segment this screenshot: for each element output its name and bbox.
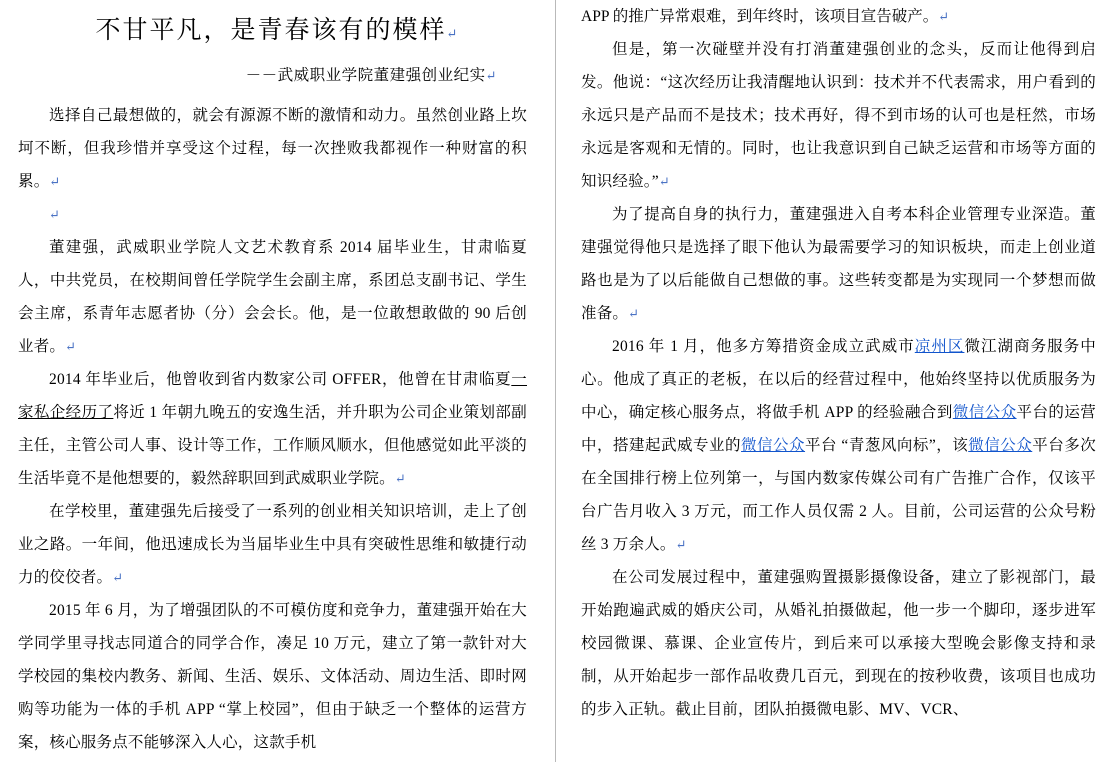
hyperlink[interactable]: 微信公众: [741, 437, 806, 454]
blank-paragraph: [18, 198, 527, 231]
hyperlink[interactable]: 微信公众: [968, 437, 1033, 454]
paragraph-mark-icon: ↵: [938, 9, 950, 24]
paragraph-continuation: APP 的推广异常艰难，到年终时，该项目宣告破产。↵: [581, 8, 950, 25]
document-subtitle: －－武威职业学院董建强创业纪实↵: [245, 66, 497, 84]
hyperlink[interactable]: 凉州区: [914, 338, 965, 355]
paragraph: 2015 年 6 月，为了增强团队的不可模仿度和竞争力，董建强开始在大学同学里寻找志同道合的同学合作，凑足 10 万元，建立了第一款针对大学校园的集校内教务、新闻、生活、娱乐、文体活动、周边生活、即时网购等功能为一体的手机 APP “掌上校园”，但由于缺乏一个整体的运营方案，核心服务点不能够深入人心，这款手机: [18, 601, 527, 751]
page-title: 不甘平凡，是青春该有的模样↵: [95, 15, 460, 44]
paragraph-mark-icon: ↵: [112, 569, 124, 585]
paragraph: 在公司发展过程中，董建强购置摄影摄像设备，建立了影视部门，最开始跑遍武威的婚庆公司，从婚礼拍摄做起，他一步一个脚印，逐步进军校园微课、慕课、企业宣传片，到后来可以承接大型晚会影像支持和录制，从开始起步一部作品收费几百元，到现在的按秒收费，该项目也成功的步入正轨。截止目前，团队拍摄微电影、MV、VCR、: [581, 569, 1096, 718]
paragraph: 选择自己最想做的，就会有源源不断的激情和动力。虽然创业路上坎坷不断，但我珍惜并享受这个过程，每一次挫败我都视作一种财富的积累。↵: [18, 106, 527, 190]
paragraph-mark-icon: ↵: [394, 470, 406, 486]
paragraph: 在学校里，董建强先后接受了一系列的创业相关知识培训，走上了创业之路。一年间，他迅速成长为当届毕业生中具有突破性思维和敏捷行动力的佼佼者。↵: [18, 502, 527, 586]
hyperlink[interactable]: 微信公众: [952, 404, 1017, 421]
paragraph: 董建强，武威职业学院人文艺术教育系 2014 届毕业生，甘肃临夏人，中共党员，在校期间曾任学院学生会副主席，系团总支副书记、学生会主席，系青年志愿者协（分）会会长。他，是一位敢想敢做的 90 后创业者。↵: [18, 238, 527, 355]
underlined-text: 一家私企经历了: [18, 370, 527, 421]
paragraph: 2014 年毕业后，他曾收到省内数家公司 OFFER，他曾在甘肃临夏一家私企经历了将近 1 年朝九晚五的安逸生活，并升职为公司企业策划部副主任，主管公司人事、设计等工作，工作顺风顺水，但他感觉如此平淡的生活毕竟不是他想要的，毅然辞职回到武威职业学院。↵: [18, 370, 528, 487]
paragraph: 2016 年 1 月，他多方筹措资金成立武威市凉州区微江湖商务服务中心。他成了真正的老板，在以后的经营过程中，他始终坚持以优质服务为中心，确定核心服务点，将做手机 APP 的经验融合到微信公众平台的运营中，搭建起武威专业的微信公众平台 “青葱风向标”，该微信公众平台多次在全国排行榜上位列第一，与国内数家传媒公司有广告推广合作，仅该平台广告月收入 3 万元，而工作人员仅需 2 人。目前，公司运营的公众号粉丝 3 万余人。↵: [581, 338, 1096, 553]
paragraph: 为了提高自身的执行力，董建强进入自考本科企业管理专业深造。董建强觉得他只是选择了眼下他认为最需要学习的知识板块，而走上创业道路也是为了以后能做自己想做的事。这些转变都是为实现同一个梦想而做准备。↵: [581, 206, 1096, 322]
paragraph-mark-icon: ↵: [446, 27, 460, 42]
right-column: [567, 0, 1110, 762]
paragraph-mark-icon: ↵: [65, 338, 77, 354]
paragraph-mark-icon: ↵: [628, 306, 640, 321]
paragraph: 但是，第一次碰壁并没有打消董建强创业的念头，反而让他得到启发。他说：“这次经历让我清醒地认识到：技术并不代表需求，用户看到的永远只是产品而不是技术；技术再好，得不到市场的认可也是枉然，市场永远是客观和无情的。同时，也让我意识到自己缺乏运营和市场等方面的知识经验。”↵: [581, 41, 1096, 190]
paragraph-mark-icon: ↵: [658, 174, 670, 189]
paragraph-mark-icon: ↵: [675, 537, 687, 552]
left-column: [0, 0, 545, 762]
paragraph-mark-icon: ↵: [485, 67, 497, 83]
column-divider: [545, 0, 567, 762]
paragraph-mark-icon: ↵: [49, 173, 61, 189]
paragraph-mark-icon: ↵: [49, 206, 60, 222]
divider-line: [555, 0, 556, 762]
